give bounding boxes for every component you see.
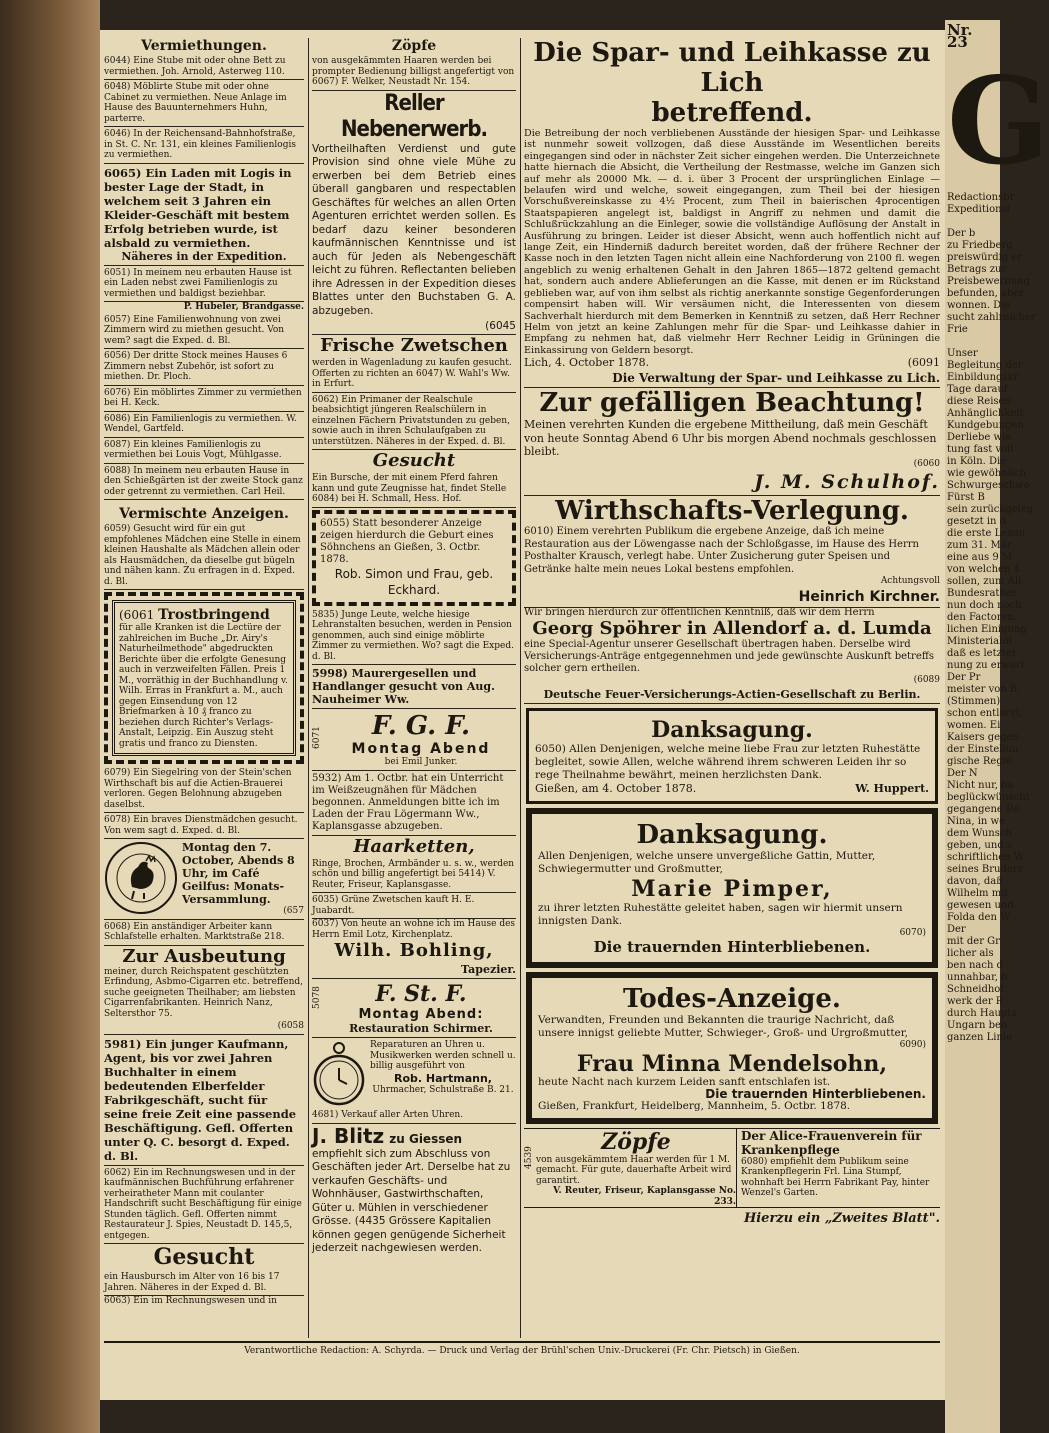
right-page-line: Derliebe wie xyxy=(947,432,1012,443)
right-page-line: zu Friedberg xyxy=(947,240,1013,251)
danksagung-huppert xyxy=(526,708,938,804)
ausbeutung-text: meiner, durch Reichspatent geschützten Erfindung, Asbmo-Cigarren etc. betreffend, suche geeigneten Theilhaber; am liebsten Cigarrenfabrikanten. Heinrich Nanz, Seltersthor 75. xyxy=(104,966,304,1019)
right-page-line: werk der R xyxy=(947,996,1004,1007)
blitz-text: empfiehlt sich zum Abschluss von Geschäften jeder Art. Derselbe hat zu verkaufen Geschäfts- und Wohnhäuser, Gastwirthschaften, Güter u. Mühlen in verschiedener Grösse. (4435 Grössere Kapitalien können gegen genügende Sicherheit jederzeit nachgewiesen werden. xyxy=(312,1147,511,1254)
book-gutter xyxy=(0,0,100,1433)
ad-6046: 6046) In der Reichensand-Bahnhofstraße, in St. C. Nr. 131, ein kleines Familienlogis zu vermiethen. xyxy=(104,127,304,164)
ad-6048: 6048) Möblirte Stube mit oder ohne Cabinet zu vermiethen. Neue Anlage im Hause des Bauunternehmers Huhn, parterre. xyxy=(104,80,304,127)
wirth-sign: Heinrich Kirchner. xyxy=(524,587,940,608)
right-page-line: Der N xyxy=(947,768,978,779)
ad-uhrmacher xyxy=(312,1038,516,1124)
column-rule-1 xyxy=(308,38,309,1338)
fgf-num: 6071 xyxy=(312,726,322,749)
dank2-title: Danksagung. xyxy=(636,819,828,850)
ad-alice xyxy=(737,1129,940,1208)
beachtung-text: Meinen verehrten Kunden die ergebene Mittheilung, daß mein Geschäft von heute Sonntag Abend 6 Uhr bis morgen Abend nochmals geschlossen bleibt. xyxy=(524,418,937,459)
right-page-line: von welchen 4 xyxy=(947,564,1020,575)
feuer-text: eine Special-Agentur unserer Gesellschaft übertragen haben. Derselbe wird Versicherungs-Anträge entgegennehmen und jede gewünschte Auskunft betreffs solcher gern ertheilen. xyxy=(524,639,934,675)
ad-6087: 6087) Ein kleines Familienlogis zu vermiethen bei Louis Vogt, Mühlgasse. xyxy=(104,438,304,464)
bottom-ads-row xyxy=(524,1128,940,1208)
right-page-line: sollen, zum All xyxy=(947,576,1022,587)
right-page-line: der Einstellun xyxy=(947,744,1019,755)
right-page-line xyxy=(945,336,1000,348)
right-page-line: gewesen und xyxy=(947,900,1014,911)
right-page-line: Der b xyxy=(947,228,976,239)
zoepfe-top-text: von ausgekämmten Haaren werden bei prompter Bedienung billigst angefertigt von 6067) F. Welker, Neustadt Nr. 154. xyxy=(312,54,516,91)
right-page-line: Ministerialdi xyxy=(947,636,1012,647)
right-page-line: daß es letzter xyxy=(947,648,1017,659)
ad-6063: 6063) Ein im Rechnungswesen und in xyxy=(104,1296,277,1306)
gesucht-text-col2: Ein Bursche, der mit einem Pferd fahren kann und gute Zeugnisse hat, findet Stelle 6084) bei H. Schmall, Hess. Hof. xyxy=(312,471,516,508)
fgf-loc: bei Emil Junker. xyxy=(384,757,458,767)
right-page-line: Frie xyxy=(947,324,968,335)
laden-text: 6065) Ein Laden mit Logis in bester Lage der Stadt, in welchem seit 3 Jahren ein Kleider-Geschäft mit bestem Erfolg betrieben wurde, ist alsbald zu vermiethen. xyxy=(104,165,292,250)
dank2-sign: Die trauernden Hinterbliebenen. xyxy=(593,938,871,957)
right-page-initial: G xyxy=(947,51,1049,192)
column-1 xyxy=(104,38,304,1338)
right-page-line: beglückwünscht xyxy=(947,792,1030,803)
right-page-line: Folda den W xyxy=(947,912,1011,923)
ad-6068: 6068) Ein anständiger Arbeiter kann Schlafstelle erhalten. Marktstraße 218. xyxy=(104,920,304,946)
ausbeutung-title: Zur Ausbeutung xyxy=(122,945,286,967)
gesucht-title-col1: Gesucht xyxy=(153,1244,255,1270)
fgf-sub: Montag Abend xyxy=(351,741,491,757)
dank2-text-b: zu ihrer letzten Ruhestätte geleitet haben, sagen wir hiermit unsern innigsten Dank. xyxy=(538,901,903,927)
gefluegel-text: Montag den 7. October, Abends 8 Uhr, im Café Geilfus: Monats-Versammlung. xyxy=(182,841,295,906)
right-page-line: Kundgebungen xyxy=(947,420,1024,431)
ad-6062-rechnung: 6062) Ein im Rechnungswesen und in der kaufmännischen Buchführung erfahrener verheiratheter Mann mit coulanter Handschrift sucht Beschäftigung für einige Stunden täglich. Gefl. Offerten nimmt Restaurateur J. Spies, Neustadt D. 145,5, entgegen. xyxy=(104,1166,304,1245)
todes-title: Todes-Anzeige. xyxy=(623,984,841,1015)
newspaper-page xyxy=(100,30,945,1400)
ad-6051-sign: P. Hubeler, Brandgasse. xyxy=(183,302,304,312)
right-page-line: diese Reisen xyxy=(947,396,1011,407)
feuer-sign: Deutsche Feuer-Versicherungs-Actien-Gesellschaft zu Berlin. xyxy=(524,686,940,704)
right-page-line: tung fast voll xyxy=(947,444,1014,455)
ad-5981: 5981) Ein junger Kaufmann, Agent, bis vor zwei Jahren Buchhalter in einem bedeutenden Elberfelder Fabrikgeschäft, sucht für seine freie Zeit eine passende Beschäftigung. Gefl. Offerten unter Q. C. besorgt d. Exped. d. Bl. xyxy=(104,1035,304,1166)
right-page-line: Nicht nur, ba xyxy=(947,780,1014,791)
alice-text: 6080) empfiehlt dem Publikum seine Krankenpflegerin Frl. Lina Stumpf, wohnhaft bei Herrn Fabrikant Pay, hinter Wenzel's Garten. xyxy=(741,1156,930,1199)
ad-6051: 6051) In meinem neu erbauten Hause ist ein Laden nebst zwei Familienlogis zu vermiethen und baldigst beziehbar. xyxy=(104,266,304,303)
right-page-line: den Factoren. xyxy=(947,612,1018,623)
right-page-line: schon entlarvt, xyxy=(947,708,1023,719)
spar-sign: Die Verwaltung der Spar- und Leihkasse zu Lich. xyxy=(524,369,940,388)
dank1-text: 6050) Allen Denjenigen, welche meine liebe Frau zur letzten Ruhestätte begleitet, sowie Allen, welche während ihrem schweren Leiden ihr so rege Theilnahme bewährt, meinen herzlichsten Dank. xyxy=(535,742,921,781)
right-page-line: sucht zahlreicher xyxy=(947,312,1036,323)
trost-title: Trostbringend xyxy=(158,607,270,623)
ad-gefluegel xyxy=(104,839,304,920)
right-page-line: unnahbar, b xyxy=(947,972,1008,983)
ad-6078: 6078) Ein braves Dienstmädchen gesucht. Von wem sagt d. Exped. d. Bl. xyxy=(104,813,304,839)
right-page-line: nun doch noch xyxy=(947,600,1022,611)
right-page-line: Einbildungskr xyxy=(947,372,1019,383)
todes-sign: Die trauernden Hinterbliebenen. xyxy=(705,1087,926,1102)
todes-text-b: heute Nacht nach kurzem Leiden sanft entschlafen ist. xyxy=(538,1075,831,1088)
zoepfe-num: 4539 xyxy=(524,1145,534,1169)
right-page-line: Der Pr xyxy=(947,672,981,683)
beachtung-num: (6060 xyxy=(913,458,940,469)
fsf-title: F. St. F. xyxy=(375,981,467,1007)
wirth-greet: Achtungsvoll xyxy=(880,576,940,587)
right-page-line: eine aus 9 M xyxy=(947,552,1013,563)
section-title-vermischte: Vermischte Anzeigen. xyxy=(119,506,289,522)
right-page-header: Nr. 23 xyxy=(947,21,973,51)
right-page-line: Unser xyxy=(947,348,978,359)
right-page-fragment xyxy=(945,20,1049,1433)
right-page-line: die erste Lesun xyxy=(947,528,1026,539)
feuer-name: Georg Spöhrer in Allendorf a. d. Lumda xyxy=(532,618,932,640)
right-page-line: mit der Gr xyxy=(947,936,1000,947)
right-page-line: wie gewöhnlich xyxy=(947,468,1027,479)
right-page-lines xyxy=(945,192,1036,1044)
ad-6044: 6044) Eine Stube mit oder ohne Bett zu vermiethen. Joh. Arnold, Asterweg 110. xyxy=(104,54,304,80)
right-page-line: zum 31. Mär xyxy=(947,540,1012,551)
gefluegel-num: (657 xyxy=(283,906,304,916)
spar-dateline xyxy=(524,356,940,369)
trost-text: für alle Kranken ist die Lectüre der zahlreichen im Buche „Dr. Airy's Naturheilmethode" abgedruckten Berichte über die erfolgte Genesung auch in verzweifelten Fällen. Preis 1 M., vorräthig in der Buchhandlung v. Wilh. Erras in Frankfurt a. M., auch gegen Einsendung von 12 Briefmarken à 10 ₰ franco zu beziehen durch Richter's Verlags-Anstalt, Leipzig. Ein Auszug steht gratis und franco zu Diensten. xyxy=(119,623,288,749)
zoepfe-top-title: Zöpfe xyxy=(391,38,437,54)
pocket-watch-icon xyxy=(312,1040,366,1110)
right-page-line: Expeditionsl xyxy=(947,204,1010,215)
spar-title: Die Spar- und Leihkasse zu Lich xyxy=(533,38,931,98)
ad-blitz xyxy=(312,1124,516,1256)
ad-primaner: 6062) Ein Primaner der Realschule beabsichtigt jüngeren Realschülern in einzelnen Fächern Privatstunden zu geben, sowie auch in ihren Schulaufgaben zu unterstützen. Näheres in der Exped. d. Bl. xyxy=(312,393,516,451)
reeller-text: Vortheilhaften Verdienst und gute Provision sind ohne viele Mühe zu erwerben bei dem Betrieb eines überall gangbaren und respectablen Geschäftes für welches an allen Orten Agenturen errichtet werden sollen. Es bedarf dazu keiner besonderen kaufmännischen Kenntnisse und ist auch für Jeden als Nebengeschäft leicht zu führen. Reflectanten belieben ihre Adressen in der Expedition dieses Blattes unter den Buchstaben G. A. abzugeben. xyxy=(312,142,516,317)
alice-title: Der Alice-Frauenverein für Krankenpflege xyxy=(741,1128,922,1157)
blitz-loc: zu Giessen xyxy=(389,1131,463,1146)
birth-names: Rob. Simon und Frau, geb. Eckhard. xyxy=(334,566,494,597)
zwetschen-text: werden in Wagenladung zu kaufen gesucht. Offerten zu richten an 6047) W. Wahl's Ww. in Erfurt. xyxy=(312,356,516,393)
trost-num: (6061 xyxy=(119,608,155,622)
right-page-line: ganzen Linie xyxy=(947,1032,1013,1043)
right-page-line: Bundesrathes xyxy=(947,588,1017,599)
dank1-footer xyxy=(535,782,929,795)
right-page-line: lichen Einigung xyxy=(947,624,1027,635)
gesucht-title-col2: Gesucht xyxy=(372,450,456,471)
todes-num: 6090) xyxy=(899,1040,926,1051)
zoepfe-text: von ausgekämmtem Haar werden für 1 M. gemacht. Für gute, dauerhafte Arbeit wird garantirt. xyxy=(536,1154,732,1186)
right-page-line: Ungarn ben xyxy=(947,1020,1008,1031)
ad-6057: 6057) Eine Familienwohnung von zwei Zimmern wird zu miethen gesucht. Von wem? sagt die Exped. d. Bl. xyxy=(104,313,304,350)
right-page-line: women. Ei xyxy=(947,720,1001,731)
right-page-line: gesetzt in d xyxy=(947,516,1007,527)
ad-6059: 6059) Gesucht wird für ein gut empfohlenes Mädchen eine Stelle in einem kleinen Haushalte als Mädchen allein oder als Hausmädchen, da dieselbe gut bügeln und nähen kann. Zu erfragen in d. Exped. d. Bl. xyxy=(104,522,304,590)
right-page-line: licher als xyxy=(947,948,994,959)
spar-date: Lich, 4. October 1878. xyxy=(524,356,650,370)
dank2-text: Allen Denjenigen, welche unsere unvergeßliche Gattin, Mutter, Schwiegermutter und Großmutter, xyxy=(538,849,876,875)
blitz-title: J. Blitz xyxy=(312,1123,385,1148)
column-2 xyxy=(312,38,516,1338)
beachtung-title: Zur gefälligen Beachtung! xyxy=(539,388,925,419)
right-page-line: Betrags zur xyxy=(947,264,1007,275)
todes-text: Verwandten, Freunden und Bekannten die traurige Nachricht, daß unsere innigst geliebte Mutter, Schwieger-, Groß- und Urgroßmutter, xyxy=(538,1014,908,1040)
right-page-line: gische Regie xyxy=(947,756,1012,767)
rep-text: Reparaturen an Uhren u. Musikwerken werden schnell u. billig ausgeführt von xyxy=(370,1040,516,1071)
trost-heading xyxy=(119,607,289,623)
feuer-num: (6089 xyxy=(913,675,940,686)
dank2-num: 6070) xyxy=(899,927,926,938)
right-page-line: ben nach d xyxy=(947,960,1003,971)
right-page-line: (Stimmen) xyxy=(947,696,1001,707)
fgf-title: F. G. F. xyxy=(371,711,471,741)
haarketten-title: Haarketten, xyxy=(353,835,475,857)
right-page-line: befunden, aber xyxy=(947,288,1025,299)
right-page-line: sein zurückgeleg xyxy=(947,504,1034,515)
right-page-line: Tage darauf xyxy=(947,384,1008,395)
ad-zoepfe-bottom xyxy=(524,1129,737,1208)
reeller-title: Reller Nebenerwerb. xyxy=(340,90,488,142)
birth-announcement xyxy=(312,510,516,606)
right-page-line: Kaisers gegen xyxy=(947,732,1019,743)
feuer-intro: Wir bringen hierdurch zur öffentlichen Kenntniß, daß wir dem Herrn xyxy=(524,606,875,618)
ad-trostbringend xyxy=(104,592,304,764)
right-page-line: Preisbewerbung xyxy=(947,276,1031,287)
rep-foot: 4681) Verkauf aller Arten Uhren. xyxy=(312,1110,464,1120)
laden-ref: Näheres in der Expedition. xyxy=(121,249,287,263)
ad-5998: 5998) Maurergesellen und Handlanger gesucht von Aug. Nauheimer Ww. xyxy=(312,665,516,709)
todes-name: Frau Minna Mendelsohn, xyxy=(576,1050,888,1077)
right-page-line: Der xyxy=(947,924,966,935)
imprint-footer: Verantwortliche Redaction: A. Schyrda. — Druck und Verlag der Brühl'schen Univ.-Druckerei (Fr. Chr. Pietsch) in Gießen. xyxy=(104,1341,940,1356)
rep-addr: Uhrmacher, Schulstraße B. 21. xyxy=(372,1084,514,1095)
birth-text: 6055) Statt besonderer Anzeige zeigen hierdurch die Geburt eines Söhnchens an Gießen, 3. Octbr. 1878. xyxy=(320,517,494,565)
wirth-title: Wirthschafts-Verlegung. xyxy=(555,496,909,527)
right-page-line: meister von B xyxy=(947,684,1018,695)
right-page-line: preiswürdig er xyxy=(947,252,1023,263)
right-page-line: dem Wunsch xyxy=(947,828,1012,839)
ad-fsf xyxy=(312,979,516,1038)
ad-6065 xyxy=(104,164,304,266)
beachtung-sign: J. M. Schulhof. xyxy=(524,469,940,496)
spar-num: (6091 xyxy=(907,356,940,370)
bohling-title: Tapezier. xyxy=(312,961,516,979)
rooster-emblem-icon xyxy=(104,841,178,915)
right-page-line: in Köln. Die xyxy=(947,456,1007,467)
wirth-text: 6010) Einem verehrten Publikum die ergebene Anzeige, daß ich meine Restauration aus der Löwengasse nach der Schloßgasse, im Hause des Herrn Posthalter Krausch, verlegt habe. Unter Zusicherung guter Speisen und Getränke halte mein neues Lokal bestens empfohlen. xyxy=(524,526,919,575)
zwetschen-title: Frische Zwetschen xyxy=(320,335,508,356)
fsf-sub: Montag Abend: xyxy=(358,1007,484,1022)
ad-6035: 6035) Grüne Zwetschen kauft H. E. Juabardt. xyxy=(312,893,516,919)
danksagung-pimper xyxy=(526,808,938,969)
right-page-line xyxy=(945,216,1000,228)
right-page-line: schriftlichen W xyxy=(947,852,1025,863)
reeller-num: (6045 xyxy=(312,318,516,335)
todes-anzeige xyxy=(526,972,938,1124)
ad-6056: 6056) Der dritte Stock meines Hauses 6 Zimmern nebst Zubehör, ist sofort zu miethen. Dr. Ploch. xyxy=(104,349,304,386)
dank2-name: Marie Pimper, xyxy=(631,875,833,902)
dank1-sign: W. Huppert. xyxy=(855,781,929,795)
section-title-vermiethungen: Vermiethungen. xyxy=(141,38,267,54)
zoepfe-title: Zöpfe xyxy=(601,1128,671,1155)
bohling-name: Wilh. Bohling, xyxy=(334,940,494,961)
zweites-blatt: Hierzu ein „Zweites Blatt". xyxy=(524,1207,940,1226)
column-3 xyxy=(524,38,940,1338)
right-page-line: geben, und s xyxy=(947,840,1013,851)
fsf-loc: Restauration Schirmer. xyxy=(349,1022,493,1035)
haarketten-text: Ringe, Brochen, Armbänder u. s. w., werden schön und billig angefertigt bei 5414) V. Reuter, Friseur, Kaplansgasse. xyxy=(312,857,516,894)
ausbeutung-num: (6058 xyxy=(104,1019,304,1035)
trost-inner xyxy=(112,600,296,756)
right-page-line: Begleitung der xyxy=(947,360,1023,371)
right-page-line: Schneidhof xyxy=(947,984,1005,995)
right-page-line: durch Haupts xyxy=(947,1008,1017,1019)
right-page-line: seines Bruders xyxy=(947,864,1023,875)
right-page-line: nung zu erwart xyxy=(947,660,1025,671)
rep-name: Rob. Hartmann, xyxy=(394,1071,492,1085)
ad-6037: 6037) Von heute an wohne ich im Hause des Herrn Emil Lotz, Kirchenplatz. xyxy=(312,919,516,940)
right-page-line: Anhänglichkeit xyxy=(947,408,1024,419)
todes-place: Gießen, Frankfurt, Heidelberg, Mannheim, 5. Octbr. 1878. xyxy=(538,1100,851,1113)
dank1-title: Danksagung. xyxy=(651,716,813,743)
right-page-line: Redactionsbr xyxy=(947,192,1015,203)
right-page-line: Schwurgeschwo xyxy=(947,480,1030,491)
gesucht-text-col1: ein Hausbursch im Alter von 16 bis 17 Jahren. Näheres in der Exped d. Bl. xyxy=(104,1270,304,1296)
fsf-num: 5078 xyxy=(312,986,322,1009)
right-page-line: gegangene Re xyxy=(947,804,1020,815)
ad-6088: 6088) In meinem neu erbauten Hause in den Schießgärten ist der zweite Stock ganz oder getrennt zu vermiethen. Carl Heil. xyxy=(104,464,304,501)
ad-5835: 5835) Junge Leute, welche hiesige Lehranstalten besuchen, werden in Pension genommen, auch sind einige möblirte Zimmer zu vermiethen. Wo? sagt die Exped. d. Bl. xyxy=(312,608,516,666)
ad-6076: 6076) Ein möblirtes Zimmer zu vermiethen bei H. Keck. xyxy=(104,386,304,412)
right-page-line: Nina, in we xyxy=(947,816,1006,827)
right-page-line: wonnen. Die xyxy=(947,300,1011,311)
ad-fgf xyxy=(312,709,516,771)
column-rule-2 xyxy=(520,38,521,1338)
right-page-line: Wilhelm mit xyxy=(947,888,1009,899)
right-page-line: davon, daß xyxy=(947,876,1003,887)
ad-5932: 5932) Am 1. Octbr. hat ein Unterricht im Weißzeugnähen für Mädchen begonnen. Anmeldungen bitte ich im Laden der Frau Lögermann Ww., Kaplansgasse abzugeben. xyxy=(312,771,516,836)
ad-6079: 6079) Ein Siegelring von der Stein'schen Wirthschaft bis auf die Actien-Brauerei verloren. Gegen Belohnung abzugeben daselbst. xyxy=(104,766,304,813)
dank1-date: Gießen, am 4. October 1878. xyxy=(535,781,697,795)
ad-6086: 6086) Ein Familienlogis zu vermiethen. W. Wendel, Gartfeld. xyxy=(104,412,304,438)
zoepfe-sign: V. Reuter, Friseur, Kaplansgasse No. 233. xyxy=(553,1186,736,1207)
spar-sub: betreffend. xyxy=(651,98,813,128)
right-page-line: Fürst B xyxy=(947,492,985,503)
spar-text: Die Betreibung der noch verbliebenen Ausstände der hiesigen Spar- und Leihkasse ist nunmehr soweit vollzogen, daß diese Ausstände im Wesentlichen bereits eingegangen sind oder in nächster Zeit sicher eingehen werden. Die Unterzeichnete hatte hiernach die Absicht, die Vertheilung der Restmasse, welche im Ganzen sich auf mehr als 20000 Mk. — d. i. über 3 Procent der ursprünglichen Einlage — belaufen wird und welche, soweit eingegangen, zum Theil bei der hiesigen Vorschußvereinskasse zu 4½ Procent, zum Theil in baierischen 4procentigen Staatspapieren angelegt ist, baldigst in Angriff zu nehmen und damit die Schlußrückzahlung an die Einleger, sowie die vollständige Auflösung der Anstalt in Ausführung zu bringen. Leider ist dieser Absicht, wenn auch hoffentlich nicht auf lange Zeit, ein Hinderniß dadurch bereitet worden, daß der frühere Rechner der Kasse noch in den letzten Tagen nicht allein eine Nachforderung von 2100 fl. wegen angeblich zu wenig erhaltenen Gehalt in den Jahren 1865—1872 geltend gemacht hat, sondern auch andere Ablieferungen an die Kasse, mit denen er im Rückstand geblieben war, auf von ihm selbst als richtig anerkannte sonstige Gegenforderungen compensirt haben will. Wir versäumen nicht, die Interessenten von diesem Sachverhalt hierdurch mit dem Bemerken in Kenntniß zu setzen, daß Herr Rechner Helm von jetzt an keine Zahlungen mehr für die Spar- und Leihkasse dahier in Empfang zu nehmen hat, daß vielmehr Herr Rechner Leidig in Grüningen die Einkassirung von Geldern besorgt. xyxy=(524,128,940,356)
